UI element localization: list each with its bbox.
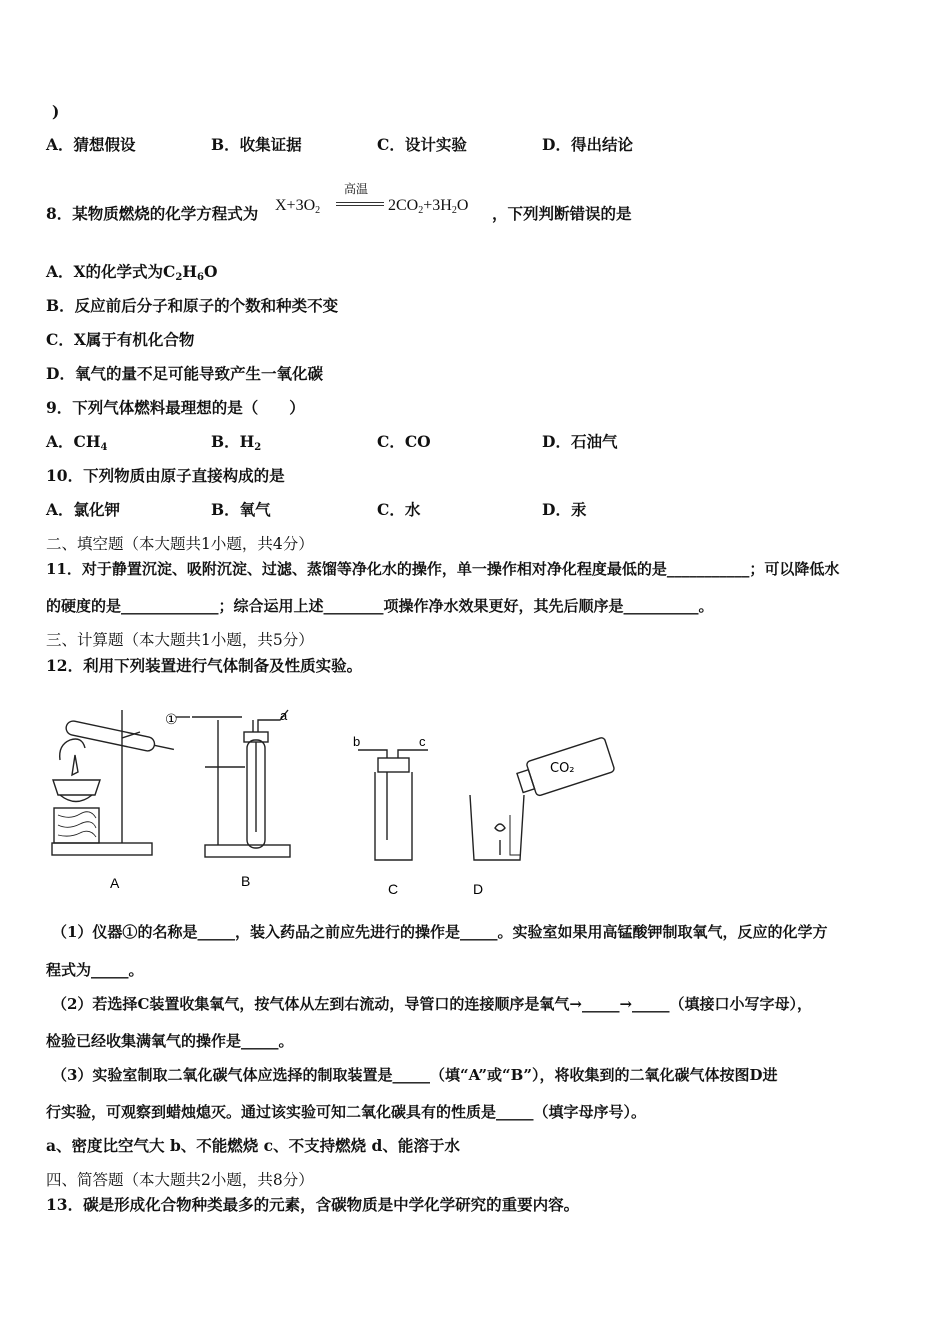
apparatus-d <box>470 737 615 860</box>
a-lamp-body <box>60 795 92 802</box>
q8-option-b: B．反应前后分子和原子的个数和种类不变 <box>46 296 339 315</box>
a-base <box>52 843 152 855</box>
equation-line-bottom <box>336 205 384 206</box>
label-c: C <box>388 881 399 897</box>
c-bottle <box>375 772 412 860</box>
q9-option-a <box>46 432 107 458</box>
d-beaker <box>470 795 524 860</box>
label-b: B <box>241 873 251 889</box>
q12-stem: 12．利用下列装置进行气体制备及性质实验。 <box>46 656 363 675</box>
d-step <box>510 815 520 855</box>
q11-line-2: 的硬度的是_____________；综合运用上述________项操作净水效果更好，其先后顺序是__________。 <box>46 597 714 615</box>
q7-option-a: A．猜想假设 <box>46 135 136 154</box>
label-port-b: b <box>353 734 361 749</box>
q8-a-mid: H <box>182 262 198 281</box>
q9-b-pre: B．H <box>211 432 255 451</box>
apparatus-c <box>358 750 428 860</box>
a-wood-grain <box>58 812 96 837</box>
q12-2-line-2: 检验已经收集满氧气的操作是_____。 <box>46 1032 294 1050</box>
eq-lhs: X+3O <box>275 197 316 214</box>
eq-rhs1: 2CO <box>388 197 419 214</box>
c-tube-b <box>358 750 387 758</box>
q12-2-line-1: （2）若选择C装置收集氧气，按气体从左到右流动，导管口的连接顺序是氧气→_____→_____（填接口小写字母）， <box>52 995 813 1013</box>
q12-3-line-2: 行实验，可观察到蜡烛熄灭。通过该实验可知二氧化碳具有的性质是_____（填字母序号）。 <box>46 1103 647 1121</box>
a-lamp <box>53 780 100 795</box>
q8-a-end: O <box>203 262 218 281</box>
section-2-heading: 二、填空题（本大题共1小题，共4分） <box>46 535 314 553</box>
q12-3-line-1: （3）实验室制取二氧化碳气体应选择的制取装置是_____（填“A”或“B”），将收集到的二氧化碳气体按图D进 <box>52 1066 778 1084</box>
q12-1-line-1: （1）仪器①的名称是_____，装入药品之前应先进行的操作是_____。实验室如果用高锰酸钾制取氧气，反应的化学方 <box>52 923 828 941</box>
label-port-c: c <box>419 734 426 749</box>
q10-option-d: D．汞 <box>542 500 587 519</box>
q10-stem: 10．下列物质由原子直接构成的是 <box>46 466 285 485</box>
q9-option-d: D．石油气 <box>542 432 618 451</box>
q8-suffix: ，下列判断错误的是 <box>492 204 632 223</box>
label-co2: CO₂ <box>550 761 575 776</box>
b-base <box>205 845 290 857</box>
q8-condition: 高温 <box>344 182 369 196</box>
section-3-heading: 三、计算题（本大题共1小题，共5分） <box>46 631 314 649</box>
q9-a-pre: A．CH <box>46 432 101 451</box>
q8-option-a <box>46 262 218 288</box>
label-port-a: a <box>280 708 288 723</box>
q8-equation-lhs <box>275 197 320 216</box>
eq-rhs3: O <box>456 197 469 214</box>
q9-stem: 9．下列气体燃料最理想的是（ ） <box>46 398 305 417</box>
q8-a-pre: A．X的化学式为C <box>46 262 176 281</box>
q11-line-1: 11．对于静置沉淀、吸附沉淀、过滤、蒸馏等净化水的操作，单一操作相对净化程度最低的是___________；可以降低水 <box>46 560 840 578</box>
label-a: A <box>110 875 120 891</box>
c-stopper <box>378 758 409 772</box>
q8-stem <box>46 204 258 224</box>
q12-3-options: a、密度比空气大 b、不能燃烧 c、不支持燃烧 d、能溶于水 <box>46 1136 460 1155</box>
q8-option-c: C．X属于有机化合物 <box>46 330 195 349</box>
apparatus-a <box>52 710 175 855</box>
section-4-heading: 四、简答题（本大题共2小题，共8分） <box>46 1171 314 1189</box>
c-tube-c <box>398 750 428 758</box>
eq-rhs2-sub: 2 <box>451 205 457 216</box>
a-flame <box>72 755 78 775</box>
d-candle-flame <box>495 824 505 831</box>
q8-a-sub1: 2 <box>175 272 183 283</box>
a-tube-end <box>60 739 85 760</box>
q8-prefix: 8．某物质燃烧的化学方程式为 <box>46 204 259 223</box>
q7-option-c: C．设计实验 <box>377 135 467 154</box>
q10-option-c: C．水 <box>377 500 421 519</box>
eq-rhs1-sub: 2 <box>418 205 424 216</box>
eq-lhs-sub: 2 <box>315 205 321 216</box>
q9-option-b <box>211 432 261 458</box>
q9-option-c: C．CO <box>377 432 431 451</box>
q7-option-d: D．得出结论 <box>542 135 633 154</box>
q9-b-sub: 2 <box>254 442 262 453</box>
q7-tail: ) <box>52 102 60 121</box>
label-circle-1: ① <box>165 712 178 728</box>
q12-1-line-2: 程式为_____。 <box>46 961 144 979</box>
a-test-tube <box>65 720 176 757</box>
apparatus-b <box>176 710 290 857</box>
lab-apparatus-figure <box>40 700 640 905</box>
q8-option-d: D．氧气的量不足可能导致产生一氧化碳 <box>46 364 323 383</box>
q13-stem: 13．碳是形成化合物种类最多的元素，含碳物质是中学化学研究的重要内容。 <box>46 1195 580 1214</box>
q8-a-sub2: 6 <box>197 272 204 283</box>
eq-rhs2: +3H <box>423 197 452 214</box>
q10-option-a: A．氯化钾 <box>46 500 121 519</box>
q10-option-b: B．氧气 <box>211 500 271 519</box>
q7-option-b: B．收集证据 <box>211 135 302 154</box>
label-d: D <box>473 881 484 897</box>
q9-a-sub: 4 <box>100 442 108 453</box>
q8-equation-rhs <box>388 197 468 216</box>
equation-line-top <box>336 202 384 203</box>
